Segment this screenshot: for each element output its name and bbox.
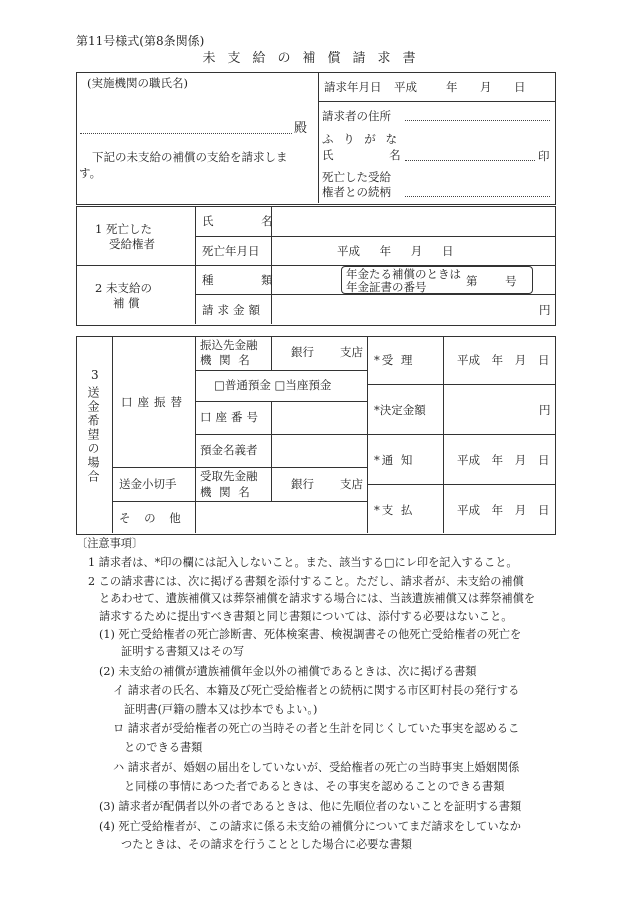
pension-note-2: 年金証書の番号 [346, 280, 427, 294]
s3-h-370 [195, 370, 368, 371]
bank-label-1: 振込先金融 [200, 338, 258, 352]
note-line: (2) 未支給の補償が遺族補償年金以外の補償であるときは、次に掲げる書類 [99, 665, 477, 678]
account-transfer-label: 口座振替 [121, 395, 187, 409]
relation-field[interactable] [405, 196, 550, 197]
note-line: 1 請求者は、*印の欄には記入しないこと。また、該当する□にレ印を記入すること。 [88, 556, 518, 569]
relation-label-2: 権者との続柄 [322, 185, 391, 199]
s3-number: 3 [91, 368, 99, 382]
agency-name-field[interactable] [80, 133, 292, 134]
notice-date: 平成 年 月 日 [457, 453, 550, 467]
form-title: 未支給の補償請求書 [202, 51, 428, 66]
date-year: 年 [446, 80, 458, 94]
form-number: 第11号様式(第8条関係) [76, 34, 205, 48]
note-line: (1) 死亡受給権者の死亡診断書、死体検案書、検視調書その他死亡受給権者の死亡を [99, 628, 522, 641]
note-line: つたときは、その請求を行うこととした場合に必要な書類 [121, 838, 412, 851]
s2-yen: 円 [539, 303, 551, 317]
note-line: イ 請求者の氏名、本籍及び死亡受給権者との続柄に関する市区町村長の発行する [113, 684, 520, 697]
address-field[interactable] [405, 120, 550, 121]
s3-h-434r [367, 434, 555, 435]
date-label: 請求年月日 [324, 80, 382, 94]
top-row-line [318, 101, 555, 102]
agency-label: (実施機関の職氏名) [87, 76, 188, 90]
bank-unit: 銀行 [291, 345, 314, 359]
decided-yen: 円 [539, 403, 551, 417]
s2-type-label: 種 類 [202, 273, 295, 287]
s2-heading-1: 2 未支給の [95, 281, 152, 295]
name-field[interactable] [405, 160, 535, 161]
s1-heading-2: 受給権者 [109, 237, 155, 251]
note-line: とのできる書類 [124, 741, 203, 754]
note-line: ロ 請求者が受給権者の死亡の当時その者と生計を同じくしていた事実を認めるこ [113, 722, 520, 735]
note-line: 証明書(戸籍の謄本又は抄本でもよい。) [124, 703, 318, 716]
s3-v-271c [271, 467, 272, 501]
receipt-date: 平成 年 月 日 [457, 353, 550, 367]
s3-h-467 [112, 467, 368, 468]
honorific: 殿 [294, 121, 308, 136]
s3-h-434 [195, 434, 368, 435]
note-line: 請求するために提出すべき書類と同じ書類については、添付する必要はないこと。 [99, 610, 513, 623]
address-label: 請求者の住所 [322, 109, 391, 123]
pension-number: 第 号 [466, 274, 517, 288]
recv-bank-label-2: 機 関 名 [200, 485, 252, 499]
note-line: 証明する書類又はその写 [121, 645, 245, 658]
decided-amount-label: *決定金額 [374, 403, 426, 417]
furigana-label: ふ り が な [322, 132, 400, 146]
name-label: 氏 名 [322, 148, 427, 162]
s1-death-date-value: 平成 年 月 日 [337, 244, 454, 258]
pension-note-1: 年金たる補償のときは [346, 267, 461, 281]
bank-label-2: 機 関 名 [200, 353, 252, 367]
s3-v-271a [271, 336, 272, 370]
note-line: と同様の事情にあつた者であるときは、その事実を認めることのできる書類 [124, 780, 505, 793]
request-text-1: 下記の未支給の補償の支給を請求しま [92, 150, 288, 164]
s3-h-484 [367, 484, 555, 485]
s2-amount-label: 請求金額 [202, 303, 264, 317]
relation-label-1: 死亡した受給 [322, 170, 391, 184]
note-line: (4) 死亡受給権者が、この請求に係る未支給の補償分についてまだ請求をしていなか [99, 820, 521, 833]
recv-bank-label-1: 受取先金融 [200, 469, 258, 483]
s1-heading-1: 1 死亡した [95, 222, 152, 236]
note-line: ハ 請求者が、婚姻の届出をしていないが、受給権者の死亡の当時事実上婚姻関係 [113, 761, 520, 774]
payment-label: *支 払 [374, 503, 415, 517]
s1-mid-line [195, 236, 555, 237]
notice-label: *通 知 [374, 453, 415, 467]
top-divider [318, 72, 319, 203]
s1-name-label: 氏 名 [202, 214, 295, 228]
holder-label: 預金名義者 [200, 443, 258, 457]
s3-h-501 [112, 501, 368, 502]
s1-death-date-label: 死亡年月日 [202, 244, 260, 258]
seal-mark: 印 [538, 149, 550, 163]
s2-heading-2: 補 償 [113, 296, 140, 310]
note-line: (3) 請求者が配偶者以外の者であるときは、他に先順位者のないことを証明する書類 [99, 800, 522, 813]
payment-date: 平成 年 月 日 [457, 503, 550, 517]
note-line: 2 この請求書には、次に掲げる書類を添付すること。ただし、請求者が、未支給の補償 [88, 575, 524, 588]
date-day: 日 [514, 80, 526, 94]
s3-h-384 [367, 384, 555, 385]
date-month: 月 [480, 80, 492, 94]
date-era: 平成 [394, 80, 417, 94]
recv-bank-unit: 銀行 [291, 477, 314, 491]
receipt-label: *受 理 [374, 353, 415, 367]
request-text-2: す。 [79, 166, 102, 180]
s3-v-112 [112, 336, 113, 533]
s3-h-401 [195, 401, 368, 402]
other-label: そ の 他 [119, 511, 186, 525]
s3-vertical-title: 送金希望の場合 [86, 386, 100, 484]
money-order-label: 送金小切手 [119, 477, 177, 491]
account-number-label: 口座番号 [200, 410, 262, 424]
recv-branch-unit: 支店 [340, 477, 363, 491]
deposit-type-options[interactable]: □普通預金 □当座預金 [214, 378, 332, 392]
notes-heading: 〔注意事項〕 [76, 537, 144, 550]
note-line: とあわせて、遺族補償又は葬祭補償を請求する場合には、当該遺族補償又は葬祭補償を [99, 592, 536, 605]
branch-unit: 支店 [340, 345, 363, 359]
